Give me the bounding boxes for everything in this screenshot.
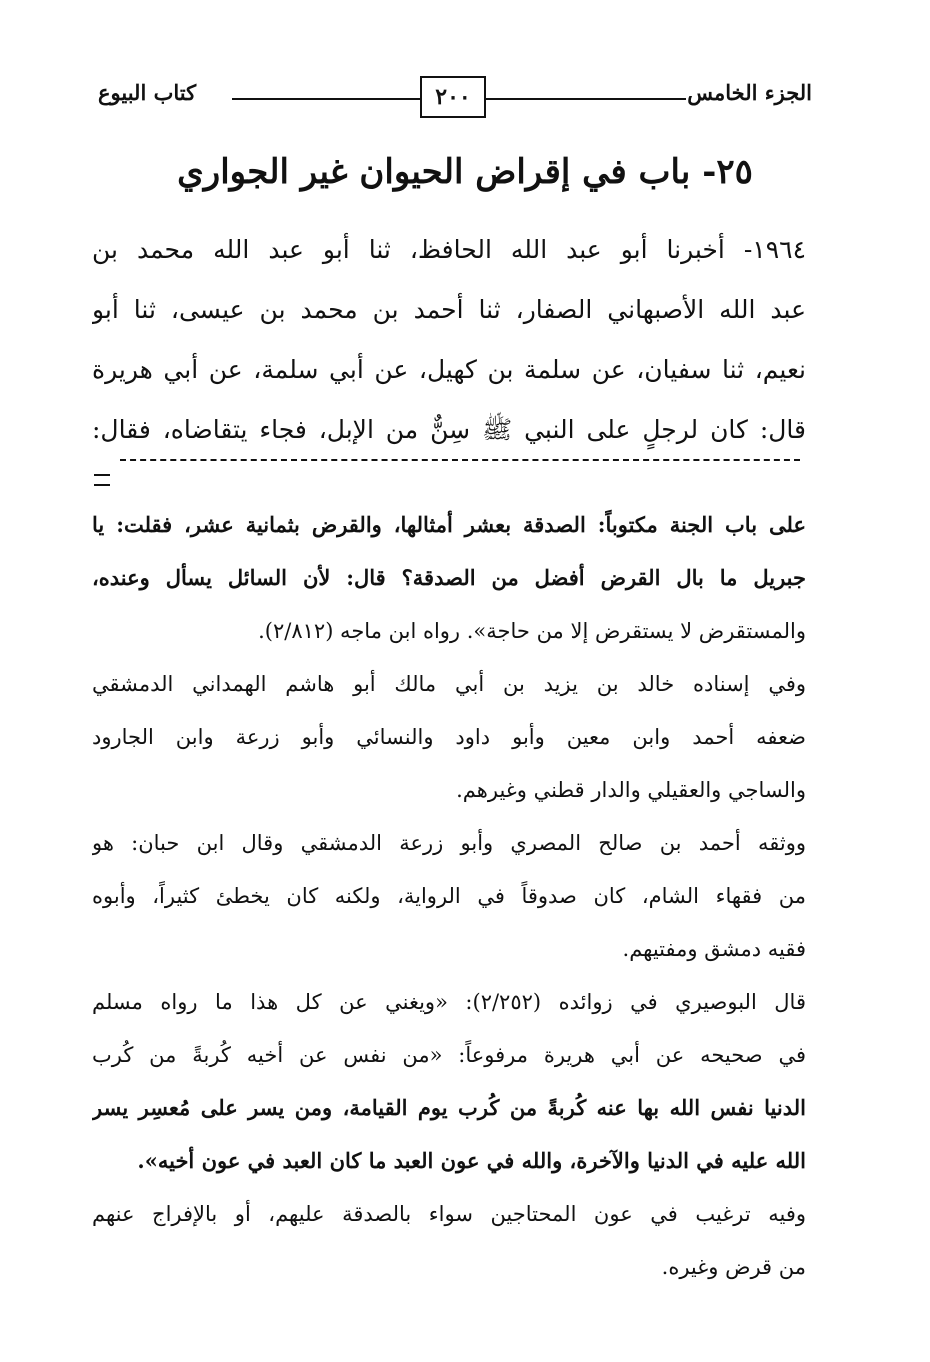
main-text-line: قال: كان لرجلٍ على النبي ﷺ سِنٌّ من الإبل، فجاء يتقاضاه، فقال: <box>92 415 806 444</box>
footnote-line: على باب الجنة مكتوباً: الصدقة بعشر أمثالها، والقرض بثمانية عشر، فقلت: يا <box>92 512 806 537</box>
footnote-line: في صحيحه عن أبي هريرة مرفوعاً: «من نفس عن أخيه كُربةً من كُرب <box>92 1043 806 1067</box>
footnote-line: من قرض وغيره. <box>661 1255 806 1279</box>
main-text-line: ١٩٦٤- أخبرنا أبو عبد الله الحافظ، ثنا أبو عبد الله محمد بن <box>92 235 806 264</box>
main-text <box>92 224 806 464</box>
main-text-line: نعيم، ثنا سفيان، عن سلمة بن كهيل، عن أبي سلمة، عن أبي هريرة <box>92 355 806 384</box>
page-number: ٢٠٠ <box>420 76 486 118</box>
footnote-line: فقيه دمشق ومفتيهم. <box>622 937 806 961</box>
footnote-line: والمستقرض لا يستقرض إلا من حاجة». رواه ابن ماجه (٢/٨١٢). <box>258 619 806 643</box>
footnote-paragraph <box>92 977 806 1189</box>
footnote-line: الدنيا نفس الله بها عنه كُربةً من كُرب يوم القيامة، ومن يسر على مُعسِر يسر <box>92 1095 806 1120</box>
running-head-volume: الجزء الخامس <box>687 80 812 105</box>
header-rule-right <box>486 98 686 100</box>
chapter-title: ٢٥- باب في إقراض الحيوان غير الجواري <box>177 152 753 192</box>
main-text-line: عبد الله الأصبهاني الصفار، ثنا أحمد بن محمد بن عيسى، ثنا أبو <box>92 295 806 324</box>
footnote-line: وفي إسناده خالد بن يزيد بن أبي مالك أبو هاشم الهمداني الدمشقي <box>92 672 806 696</box>
footnote-line: من فقهاء الشام، كان صدوقاً في الرواية، ولكنه كان يخطئ كثيراً، وأبوه <box>92 884 806 908</box>
footnote-line: قال البوصيري في زوائده (٢/٢٥٢): «ويغني عن كل هذا ما رواه مسلم <box>92 990 806 1014</box>
continuation-dashes <box>120 459 800 461</box>
footnote-paragraph <box>92 818 806 977</box>
header-rule-left <box>232 98 420 100</box>
footnote-line: ووثقه أحمد بن صالح المصري وأبو زرعة الدمشقي وقال ابن حبان: هو <box>92 831 806 855</box>
footnote-line: وفيه ترغيب في عون المحتاجين سواء بالصدقة عليهم، أو بالإفراج عنهم <box>92 1202 806 1226</box>
footnotes <box>92 500 806 1295</box>
running-head-book: كتاب البيوع <box>98 80 197 105</box>
footnote-line: والساجي والعقيلي والدار قطني وغيرهم. <box>456 778 806 802</box>
footnote-paragraph <box>92 1189 806 1295</box>
footnote-line: الله عليه في الدنيا والآخرة، والله في عون العبد ما كان العبد في عون أخيه». <box>137 1148 806 1173</box>
continuation-mark <box>94 474 110 486</box>
footnote-line: ضعفه أحمد وابن معين وأبو داود والنسائي وأبو زرعة وابن الجارود <box>92 725 806 749</box>
footnote-paragraph <box>92 659 806 818</box>
footnote-paragraph <box>92 500 806 659</box>
footnote-line: جبريل ما بال القرض أفضل من الصدقة؟ قال: لأن السائل يسأل وعنده، <box>92 565 806 590</box>
